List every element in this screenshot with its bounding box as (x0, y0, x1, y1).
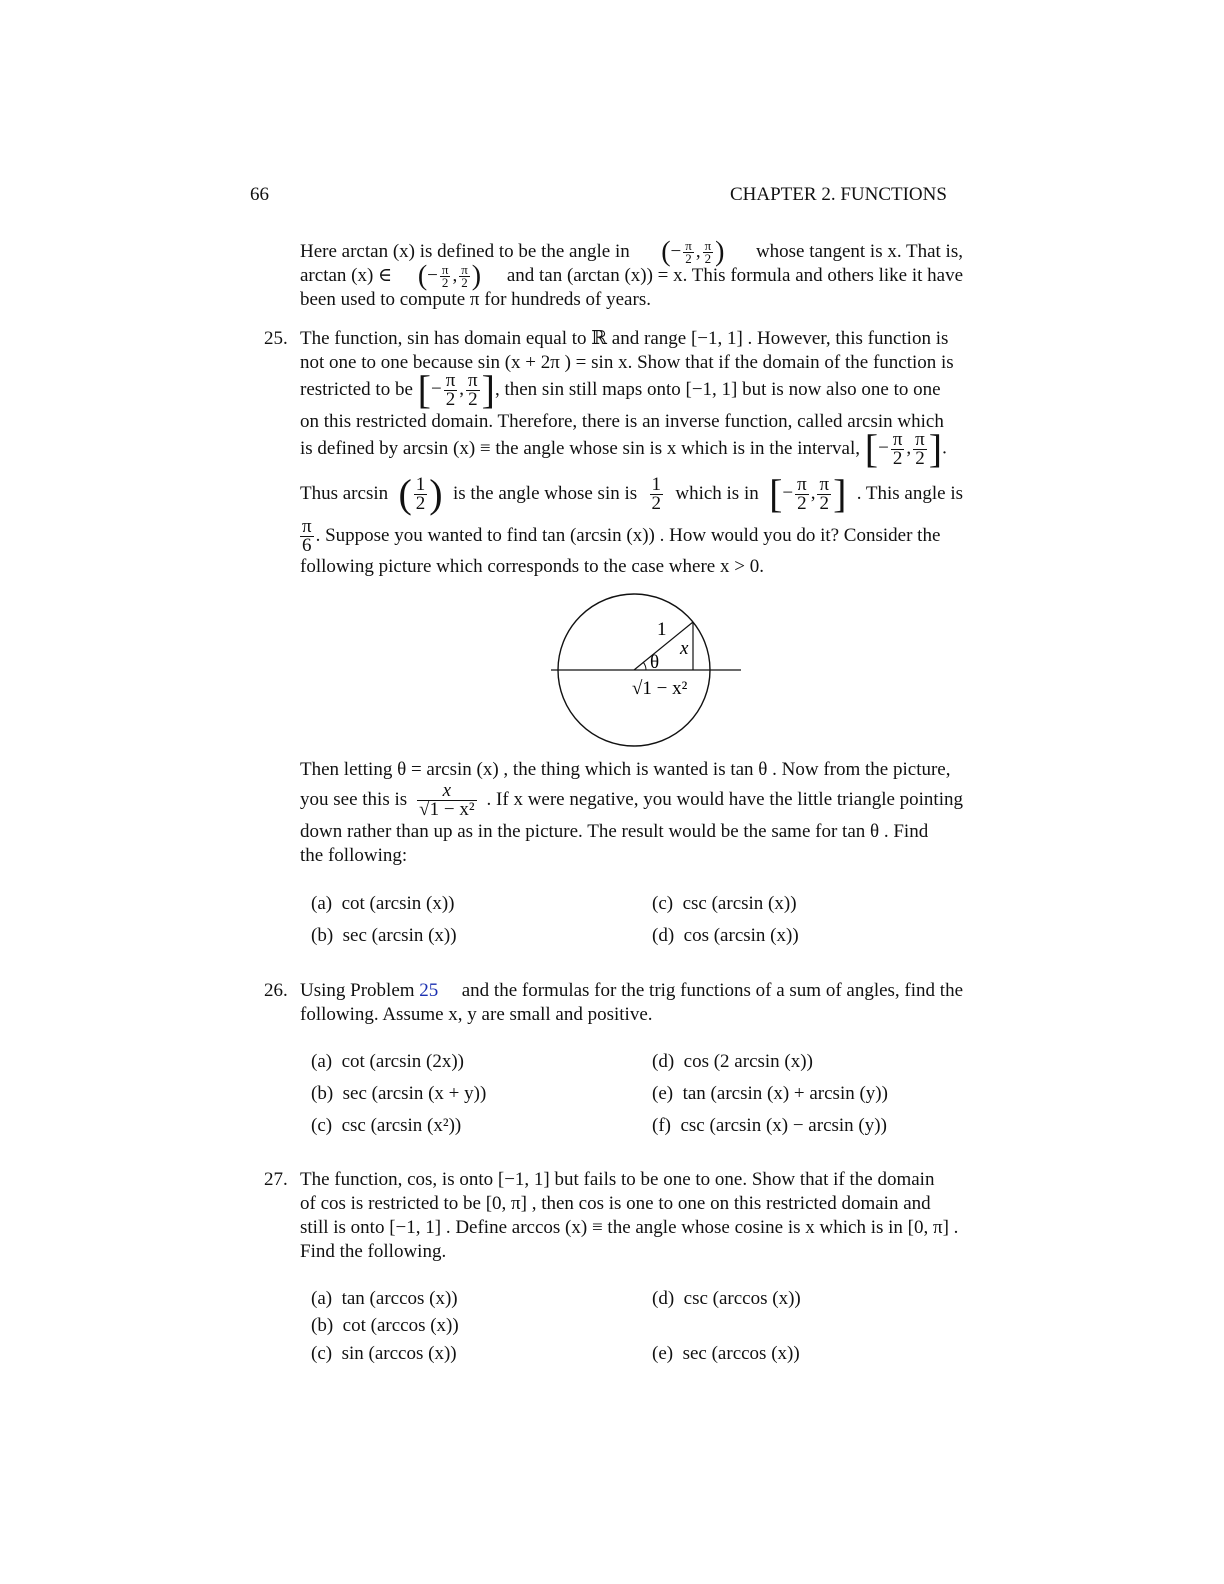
problem-26-number: 26. (264, 980, 288, 1001)
problem-26-part-d: (d) cos (2 arcsin (x)) (652, 1051, 813, 1072)
problem-25-link[interactable]: 25 (419, 980, 439, 1001)
interval-closed-pi-2: [− $\frac{\pi}{2}$ , $\frac{\pi}{2}$ ]. (864, 426, 947, 471)
problem-25-line-11: down rather than up as in the picture. The result would be the same for tan θ . Find (300, 821, 929, 842)
problem-25-line-3: restricted to be [− $\frac{\pi}{2}$ , $\frac{\pi}{2}$ ] , then sin still maps onto [−1, 1] but is now also one to one (300, 367, 941, 412)
problem-25-line-12: the following: (300, 845, 408, 866)
problem-25-line-6: Thus arcsin ( $\frac{1}{2}$ ) is the angle whose sin is $\frac{1}{2}$ which is in [− $\frac{\pi}{2}$ , $\frac{\pi}{2}$ ] . This angle is (300, 471, 963, 516)
hypotenuse-label: 1 (657, 619, 667, 640)
problem-25-line-5: is defined by arcsin (x) ≡ the angle whose sin is x which is in the interval, [− $\frac{\pi}{2}$ , $\frac{\pi}{2}$ ]. (300, 426, 947, 471)
problem-25-line-9: Then letting θ = arcsin (x) , the thing which is wanted is tan θ . Now from the picture, (300, 759, 951, 780)
problem-27-number: 27. (264, 1169, 288, 1190)
interval-open-pi: (− $\frac{\pi}{2}$ , $\frac{\pi}{2}$ ) (661, 236, 725, 268)
page-number: 66 (250, 184, 269, 205)
interval-open-pi-2: (− $\frac{\pi}{2}$ , $\frac{\pi}{2}$ ) (417, 260, 482, 292)
problem-27-line-3: still is onto [−1, 1] . Define arccos (x) ≡ the angle whose cosine is x which is in [0, π] . (300, 1217, 959, 1238)
intro-line-1: Here arctan (x) is defined to be the angle in (− $\frac{\pi}{2}$ , $\frac{\pi}{2}$ ) whose tangent is x. That is, (300, 236, 963, 268)
problem-26-line-2: following. Assume x, y are small and positive. (300, 1004, 653, 1025)
intro-line-2: arctan (x) ∈ (− $\frac{\pi}{2}$ , $\frac{\pi}{2}$ ) and tan (arctan (x)) = x. This formula and others like it have (300, 260, 963, 292)
problem-25-number: 25. (264, 328, 288, 349)
problem-27-part-d: (d) csc (arccos (x)) (652, 1288, 801, 1309)
problem-27-part-e: (e) sec (arccos (x)) (652, 1343, 800, 1364)
problem-26-part-c: (c) csc (arcsin (x²)) (311, 1115, 462, 1136)
problem-25-line-8: following picture which corresponds to the case where x > 0. (300, 556, 764, 577)
problem-27-part-c: (c) sin (arccos (x)) (311, 1343, 457, 1364)
problem-25-part-c: (c) csc (arcsin (x)) (652, 893, 797, 914)
problem-27-line-4: Find the following. (300, 1241, 447, 1262)
problem-26-part-a: (a) cot (arcsin (2x)) (311, 1051, 464, 1072)
interval-closed-pi: [− $\frac{\pi}{2}$ , $\frac{\pi}{2}$ ] (417, 367, 495, 412)
problem-26-part-e: (e) tan (arcsin (x) + arcsin (y)) (652, 1083, 888, 1104)
chapter-title: CHAPTER 2. FUNCTIONS (730, 184, 947, 205)
problem-25-line-10: you see this is $\frac{x}{\text{√1 − x²}}$ . If x were negative, you would have the little triangle pointing (300, 779, 963, 820)
unit-circle-figure (545, 590, 745, 752)
angle-arc (643, 662, 646, 670)
problem-25-part-d: (d) cos (arcsin (x)) (652, 925, 799, 946)
problem-25-line-4: on this restricted domain. Therefore, there is an inverse function, called arcsin which (300, 411, 944, 432)
problem-25-part-b: (b) sec (arcsin (x)) (311, 925, 457, 946)
problem-27-part-b: (b) cot (arccos (x)) (311, 1315, 459, 1336)
problem-27-line-1: The function, cos, is onto [−1, 1] but fails to be one to one. Show that if the domain (300, 1169, 935, 1190)
problem-25-line-2: not one to one because sin (x + 2π ) = sin x. Show that if the domain of the function is (300, 352, 954, 373)
angle-label: θ (650, 652, 660, 673)
problem-26-part-b: (b) sec (arcsin (x + y)) (311, 1083, 487, 1104)
opposite-label: x (680, 638, 689, 659)
problem-27-part-a: (a) tan (arccos (x)) (311, 1288, 458, 1309)
problem-26-part-f: (f) csc (arcsin (x) − arcsin (y)) (652, 1115, 887, 1136)
adjacent-label: √1 − x² (632, 678, 688, 699)
intro-line-3: been used to compute π for hundreds of years. (300, 289, 651, 310)
problem-27-line-2: of cos is restricted to be [0, π] , then cos is one to one on this restricted domain and (300, 1193, 931, 1214)
problem-26-line-1: Using Problem 25 and the formulas for the trig functions of a sum of angles, find the (300, 980, 963, 1001)
problem-25-line-7: $\frac{\pi}{6}$ . Suppose you wanted to find tan (arcsin (x)) . How would you do it? Consider the (302, 515, 941, 556)
problem-25-line-1: The function, sin has domain equal to ℝ and range [−1, 1] . However, this function is (300, 328, 949, 349)
problem-25-part-a: (a) cot (arcsin (x)) (311, 893, 455, 914)
